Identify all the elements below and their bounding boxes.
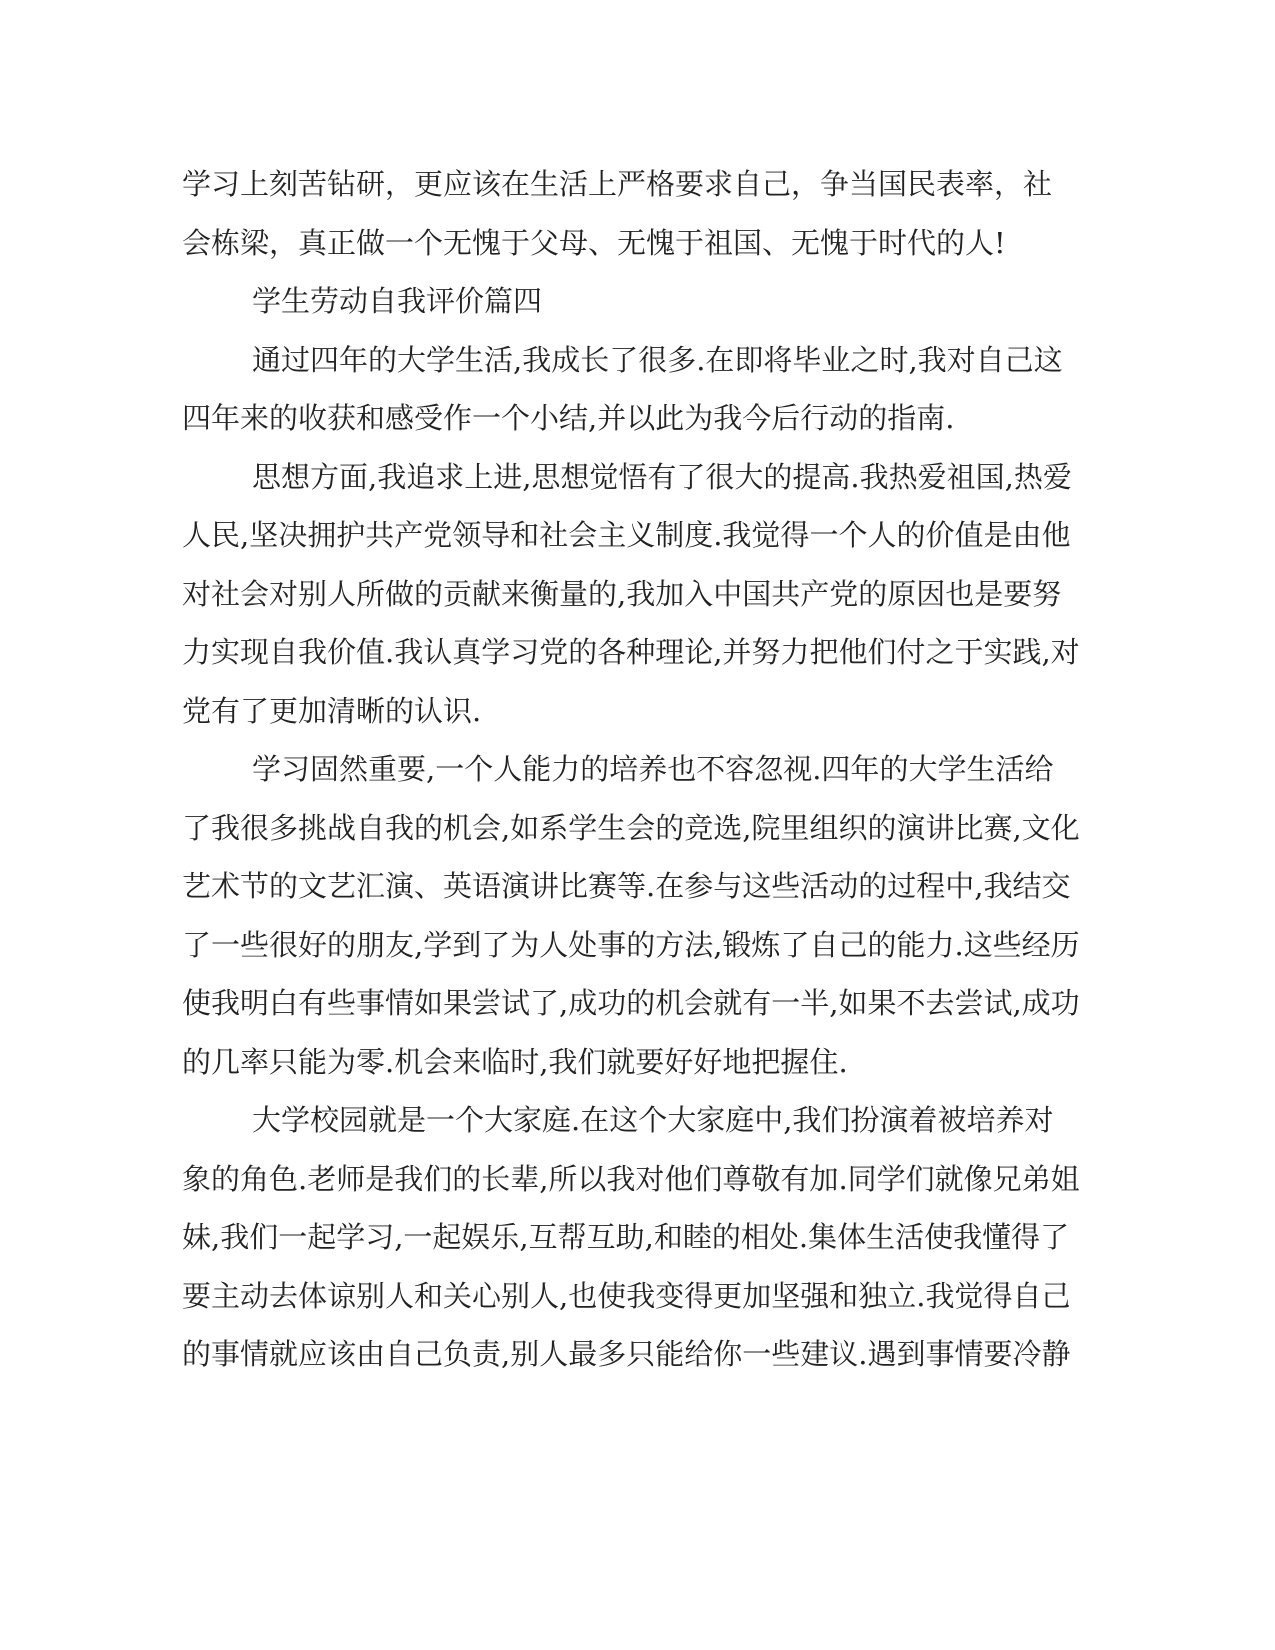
text-line: 了一些很好的朋友,学到了为人处事的方法,锻炼了自己的能力.这些经历: [182, 927, 1080, 962]
text-line: 象的角色.老师是我们的长辈,所以我对他们尊敬有加.同学们就像兄弟姐: [182, 1161, 1080, 1196]
section-heading: 学生劳动自我评价篇四: [252, 284, 543, 318]
text-line: 的几率只能为零.机会来临时,我们就要好好地把握住.: [182, 1044, 848, 1079]
document-body: [182, 155, 1080, 1384]
text-line: 妹,我们一起学习,一起娱乐,互帮互助,和睦的相处.集体生活使我懂得了: [182, 1220, 1070, 1254]
text-line: 学习固然重要,一个人能力的培养也不容忽视.四年的大学生活给: [252, 752, 1054, 786]
text-line: 通过四年的大学生活,我成长了很多.在即将毕业之时,我对自己这: [252, 342, 1063, 377]
text-line: 力实现自我价值.我认真学习党的各种理论,并努力把他们付之于实践,对: [182, 635, 1080, 669]
text-line: 艺术节的文艺汇演、英语演讲比赛等.在参与这些活动的过程中,我结交: [182, 869, 1071, 903]
text-line: 使我明白有些事情如果尝试了,成功的机会就有一半,如果不去尝试,成功: [182, 986, 1080, 1020]
text-line: 的事情就应该由自己负责,别人最多只能给你一些建议.遇到事情要冷静: [182, 1337, 1071, 1371]
text-line: 思想方面,我追求上进,思想觉悟有了很大的提高.我热爱祖国,热爱: [252, 459, 1072, 494]
text-line: 对社会对别人所做的贡献来衡量的,我加入中国共产党的原因也是要努: [182, 576, 1062, 611]
text-line: 了我很多挑战自我的机会,如系学生会的竞选,院里组织的演讲比赛,文化: [182, 810, 1080, 845]
text-line: 会栋梁，真正做一个无愧于父母、无愧于祖国、无愧于时代的人!: [182, 225, 1006, 260]
text-line: 大学校园就是一个大家庭.在这个大家庭中,我们扮演着被培养对: [252, 1103, 1054, 1137]
text-line: 要主动去体谅别人和关心别人,也使我变得更加坚强和独立.我觉得自己: [182, 1278, 1071, 1313]
text-line: 四年来的收获和感受作一个小结,并以此为我今后行动的指南.: [182, 401, 955, 435]
text-line: 人民,坚决拥护共产党领导和社会主义制度.我觉得一个人的价值是由他: [182, 518, 1071, 552]
text-line: 学习上刻苦钻研，更应该在生活上严格要求自己，争当国民表率，社: [182, 167, 1053, 201]
text-line: 党有了更加清晰的认识.: [182, 693, 482, 728]
